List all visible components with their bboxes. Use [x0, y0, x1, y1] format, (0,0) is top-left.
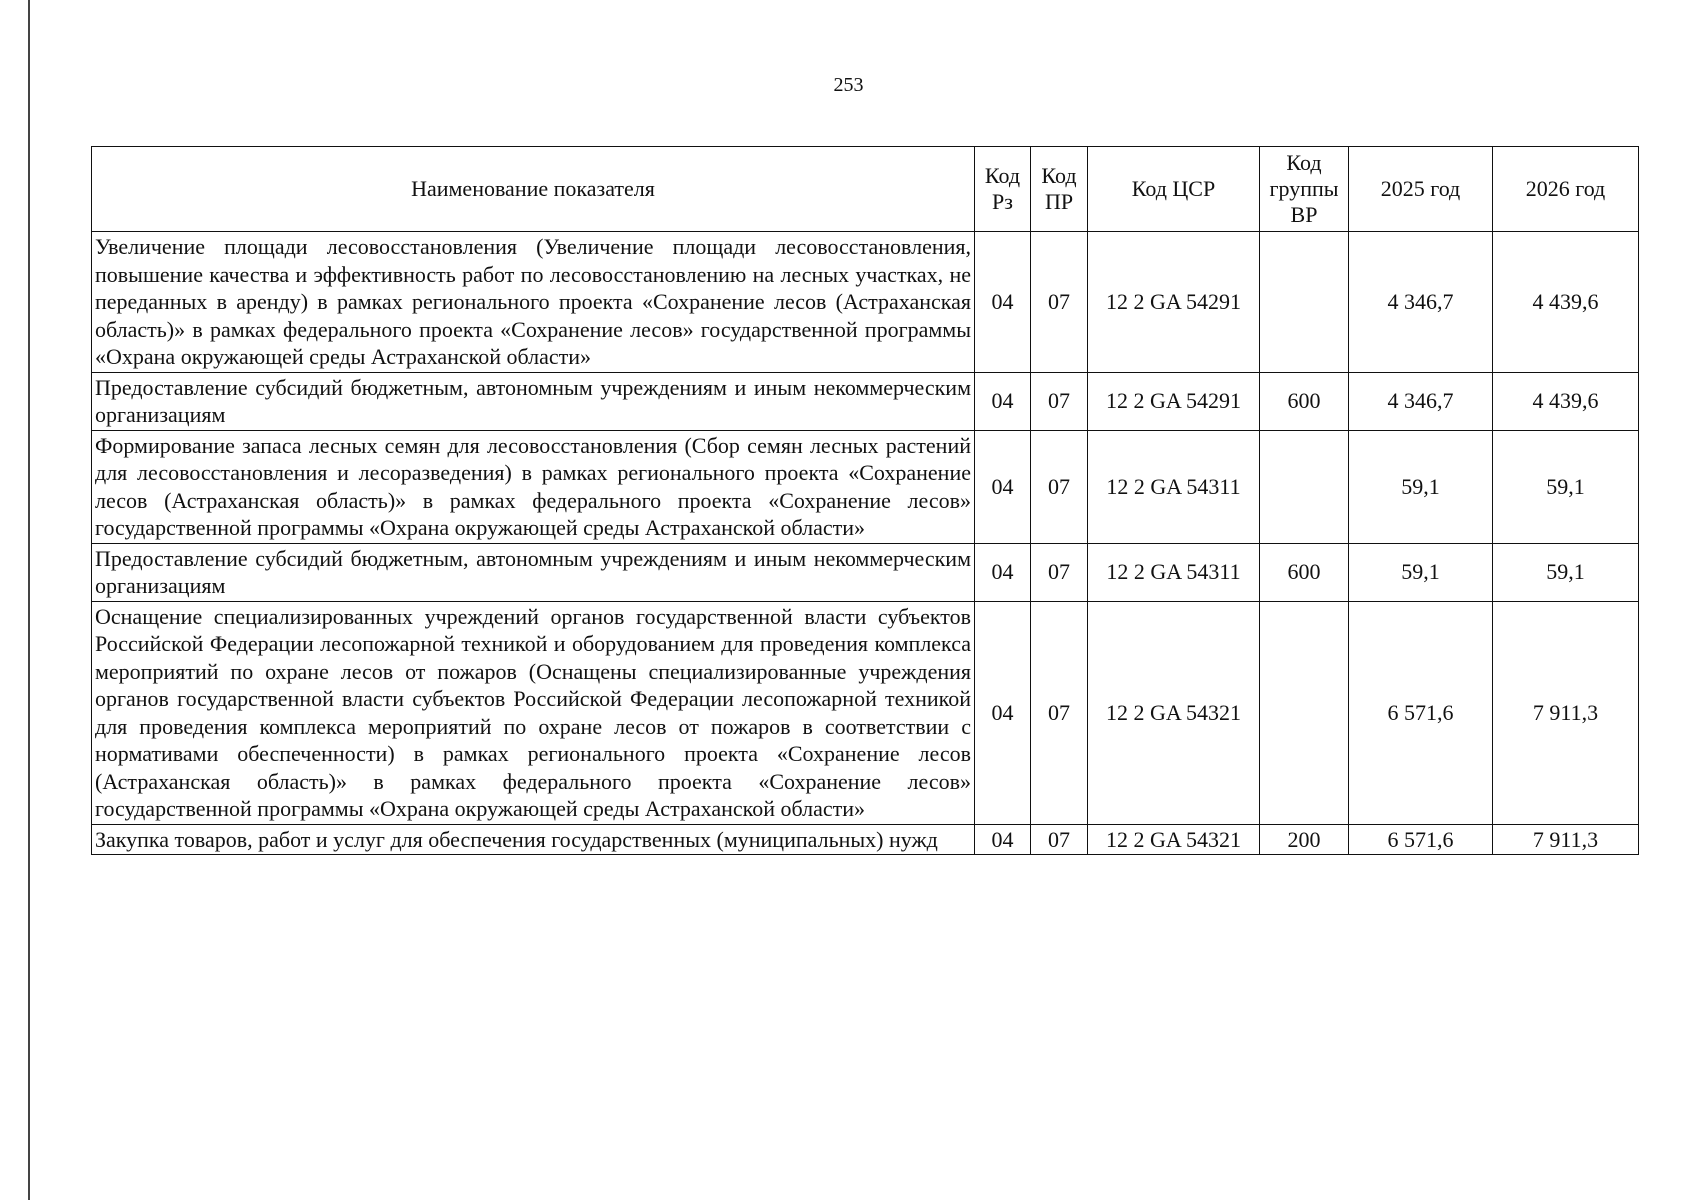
row-code-vr [1260, 601, 1349, 824]
row-value-2025: 6 571,6 [1349, 601, 1493, 824]
row-code-vr: 600 [1260, 372, 1349, 430]
row-code-pr: 07 [1031, 543, 1088, 601]
row-code-vr [1260, 430, 1349, 543]
row-code-pr: 07 [1031, 232, 1088, 373]
row-code-rz: 04 [975, 232, 1031, 373]
row-code-pr: 07 [1031, 430, 1088, 543]
header-name: Наименование показателя [92, 147, 975, 232]
budget-table [91, 146, 1639, 855]
page-binding-line [28, 0, 30, 1200]
row-code-vr: 200 [1260, 824, 1349, 855]
row-value-2026: 59,1 [1493, 430, 1639, 543]
row-value-2026: 7 911,3 [1493, 601, 1639, 824]
row-code-rz: 04 [975, 601, 1031, 824]
row-name: Предоставление субсидий бюджетным, автономным учреждениям и иным некоммерческим организациям [92, 543, 975, 601]
header-year-2026: 2026 год [1493, 147, 1639, 232]
header-code-pr: Код ПР [1031, 147, 1088, 232]
table-row [92, 232, 1639, 373]
row-code-csr: 12 2 GA 54321 [1088, 601, 1260, 824]
row-value-2025: 4 346,7 [1349, 232, 1493, 373]
row-code-rz: 04 [975, 372, 1031, 430]
row-name: Предоставление субсидий бюджетным, автономным учреждениям и иным некоммерческим организациям [92, 372, 975, 430]
row-value-2026: 7 911,3 [1493, 824, 1639, 855]
row-code-csr: 12 2 GA 54291 [1088, 232, 1260, 373]
row-value-2025: 4 346,7 [1349, 372, 1493, 430]
header-year-2025: 2025 год [1349, 147, 1493, 232]
row-code-csr: 12 2 GA 54311 [1088, 543, 1260, 601]
row-code-vr [1260, 232, 1349, 373]
header-code-rz: Код Рз [975, 147, 1031, 232]
header-code-vr: Код группы ВР [1260, 147, 1349, 232]
table-row [92, 372, 1639, 430]
row-code-vr: 600 [1260, 543, 1349, 601]
row-value-2026: 4 439,6 [1493, 232, 1639, 373]
row-name: Закупка товаров, работ и услуг для обеспечения государственных (муниципальных) нужд [92, 824, 975, 855]
row-code-csr: 12 2 GA 54291 [1088, 372, 1260, 430]
row-name: Увеличение площади лесовосстановления (Увеличение площади лесовосстановления, повышение качества и эффективность работ по лесовосстановлению на лесных участках, не переданных в аренду) в рамках регионального проекта «Сохранение лесов (Астраханская область)» в рамках федерального проекта «Сохранение лесов» государственной программы «Охрана окружающей среды Астраханской области» [92, 232, 975, 373]
row-value-2025: 59,1 [1349, 543, 1493, 601]
page-number: 253 [833, 74, 864, 96]
row-value-2025: 59,1 [1349, 430, 1493, 543]
table-row [92, 824, 1639, 855]
row-value-2025: 6 571,6 [1349, 824, 1493, 855]
row-name: Оснащение специализированных учреждений органов государственной власти субъектов Российской Федерации лесопожарной техникой и оборудованием для проведения комплекса мероприятий по охране лесов от пожаров (Оснащены специализированные учреждения органов государственной власти субъектов Российской Федерации лесопожарной техникой для проведения комплекса мероприятий по охране лесов от пожаров в соответствии с нормативами обеспеченности) в рамках регионального проекта «Сохранение лесов (Астраханская область)» в рамках федерального проекта «Сохранение лесов» государственной программы «Охрана окружающей среды Астраханской области» [92, 601, 975, 824]
table-header-row [92, 147, 1639, 232]
row-code-csr: 12 2 GA 54321 [1088, 824, 1260, 855]
header-code-csr: Код ЦСР [1088, 147, 1260, 232]
row-value-2026: 59,1 [1493, 543, 1639, 601]
row-code-pr: 07 [1031, 372, 1088, 430]
table-row [92, 430, 1639, 543]
row-name: Формирование запаса лесных семян для лесовосстановления (Сбор семян лесных растений для лесовосстановления и лесоразведения) в рамках регионального проекта «Сохранение лесов (Астраханская область)» в рамках федерального проекта «Сохранение лесов» государственной программы «Охрана окружающей среды Астраханской области» [92, 430, 975, 543]
row-value-2026: 4 439,6 [1493, 372, 1639, 430]
row-code-rz: 04 [975, 430, 1031, 543]
table-row [92, 543, 1639, 601]
row-code-pr: 07 [1031, 824, 1088, 855]
table-row [92, 601, 1639, 824]
row-code-rz: 04 [975, 824, 1031, 855]
row-code-pr: 07 [1031, 601, 1088, 824]
row-code-rz: 04 [975, 543, 1031, 601]
row-code-csr: 12 2 GA 54311 [1088, 430, 1260, 543]
